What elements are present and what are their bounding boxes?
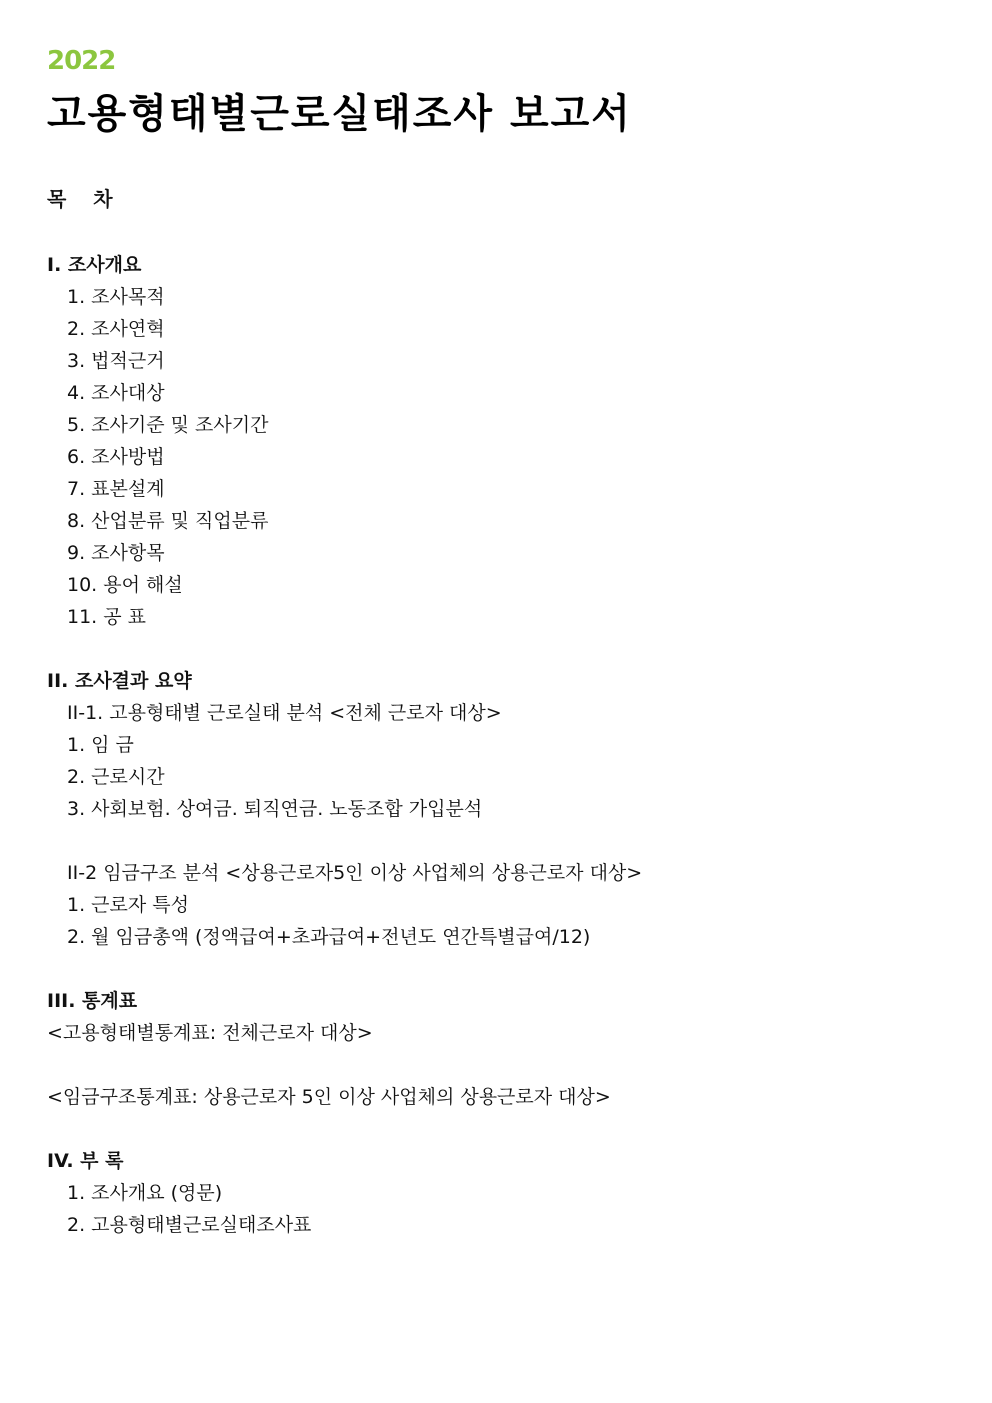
spacer [47, 1113, 947, 1145]
toc-section-2[interactable]: II. 조사결과 요약 [47, 670, 192, 692]
toc-subsection-2-1[interactable]: II-1. 고용형태별 근로실태 분석 <전체 근로자 대상> [67, 702, 502, 724]
toc-section-4[interactable]: IV. 부 록 [47, 1150, 124, 1172]
toc-item[interactable]: 2. 고용형태별근로실태조사표 [67, 1214, 312, 1236]
spacer [47, 953, 947, 985]
toc-item[interactable]: 6. 조사방법 [67, 446, 165, 468]
toc-section-3[interactable]: III. 통계표 [47, 990, 138, 1012]
toc-item[interactable]: 3. 법적근거 [67, 350, 165, 372]
report-year: 2022 [47, 46, 116, 76]
toc-subsection-2-2[interactable]: II-2 임금구조 분석 <상용근로자5인 이상 사업체의 상용근로자 대상> [67, 862, 643, 884]
toc-item[interactable]: 2. 근로시간 [67, 766, 165, 788]
toc-section-1[interactable]: I. 조사개요 [47, 254, 142, 276]
toc-item[interactable]: 3. 사회보험. 상여금. 퇴직연금. 노동조합 가입분석 [67, 798, 483, 820]
toc-item[interactable]: 10. 용어 해설 [67, 574, 183, 596]
toc-item[interactable]: 2. 월 임금총액 (정액급여+초과급여+전년도 연간특별급여/12) [67, 926, 591, 948]
toc-item[interactable]: 9. 조사항목 [67, 542, 165, 564]
toc-item[interactable]: 5. 조사기준 및 조사기간 [67, 414, 269, 436]
toc-item[interactable]: <임금구조통계표: 상용근로자 5인 이상 사업체의 상용근로자 대상> [47, 1086, 611, 1108]
toc-item[interactable]: 8. 산업분류 및 직업분류 [67, 510, 269, 532]
toc-item[interactable]: 11. 공 표 [67, 606, 147, 628]
toc-item[interactable]: 1. 조사개요 (영문) [67, 1182, 223, 1204]
spacer [47, 825, 947, 857]
toc-item[interactable]: 7. 표본설계 [67, 478, 165, 500]
spacer [47, 215, 947, 249]
toc-item[interactable]: 4. 조사대상 [67, 382, 165, 404]
spacer [47, 633, 947, 665]
toc-item[interactable]: 1. 조사목적 [67, 286, 165, 308]
spacer [47, 1049, 947, 1081]
toc-heading: 목 차 [47, 187, 123, 211]
toc-item[interactable]: <고용형태별통계표: 전체근로자 대상> [47, 1022, 373, 1044]
toc-item[interactable]: 1. 임 금 [67, 734, 134, 756]
report-title: 고용형태별근로실태조사 보고서 [47, 91, 632, 137]
toc-item[interactable]: 1. 근로자 특성 [67, 894, 189, 916]
toc-item[interactable]: 2. 조사연혁 [67, 318, 165, 340]
table-of-contents [47, 183, 947, 1241]
